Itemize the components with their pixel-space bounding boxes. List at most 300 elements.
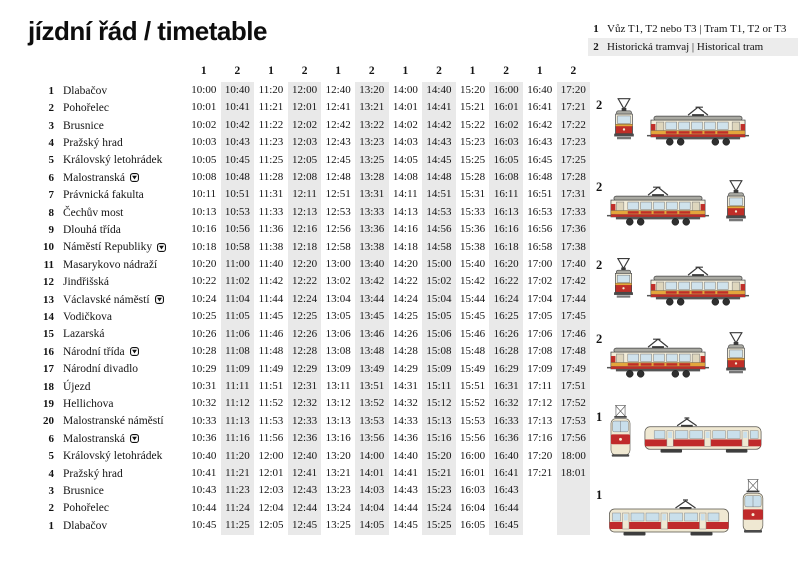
- modern-tram-front-icon: [738, 476, 768, 536]
- time-cell: 16:16: [489, 221, 523, 238]
- time-cell: 10:51: [221, 186, 255, 203]
- time-cell: 16:41: [489, 465, 523, 482]
- time-cell: 13:24: [325, 501, 351, 514]
- time-cell: 17:38: [557, 239, 591, 256]
- time-cell: 12:58: [325, 240, 351, 253]
- stop-name-text: Lazarská: [63, 328, 105, 341]
- times-row: [187, 482, 590, 499]
- stop-name: [54, 468, 187, 480]
- time-cell: 14:08: [392, 171, 418, 184]
- stop-name-text: Čechův most: [63, 206, 124, 219]
- time-cell: 12:29: [288, 361, 322, 378]
- time-cell: 16:05: [460, 519, 486, 532]
- stop-name-text: Václavské náměstí: [63, 293, 150, 306]
- time-cell: 15:36: [460, 223, 486, 236]
- timetable-row: [28, 361, 590, 378]
- time-cell: 12:25: [288, 308, 322, 325]
- time-cell: 11:31: [258, 188, 284, 201]
- historical-tram-side-icon: [646, 102, 750, 152]
- timetable-row: [28, 326, 590, 343]
- timetable-row: [28, 465, 590, 482]
- time-cell: 14:05: [355, 517, 389, 534]
- time-cell: 17:22: [557, 117, 591, 134]
- time-cell: 15:51: [460, 379, 486, 392]
- stop-name: [54, 502, 187, 514]
- time-cell: 11:04: [221, 291, 255, 308]
- stop-name-text: Jindřišská: [63, 276, 109, 289]
- time-cell: 14:16: [392, 223, 418, 236]
- times-row: [187, 430, 590, 447]
- time-cell: 15:00: [422, 256, 456, 273]
- stop-name-text: Masarykovo nádraží: [63, 258, 158, 271]
- time-cell: 10:48: [221, 169, 255, 186]
- column-header: 1: [335, 65, 342, 77]
- column-header: 1: [268, 65, 274, 77]
- time-cell: 16:11: [489, 186, 523, 203]
- time-cell: 16:45: [527, 153, 553, 166]
- stop-name: [54, 137, 187, 149]
- time-cell: 16:26: [489, 326, 523, 343]
- stop-name-text: Národní divadlo: [63, 363, 139, 376]
- modern-tram-side-icon: [642, 414, 764, 463]
- time-cell: 14:25: [392, 310, 418, 323]
- stop-name: [54, 433, 187, 445]
- stop-number: 16: [43, 345, 54, 358]
- time-cell: 11:40: [258, 258, 284, 271]
- time-cell: 11:24: [221, 500, 255, 517]
- time-cell: 12:32: [288, 395, 322, 412]
- stop-name: [54, 311, 187, 323]
- time-cell: 16:03: [460, 484, 486, 497]
- time-cell: 14:22: [392, 275, 418, 288]
- timetable-row: [28, 99, 590, 116]
- stop-number: 4: [48, 136, 54, 149]
- time-cell: 17:53: [557, 413, 591, 430]
- historical-tram-front-icon: [722, 176, 750, 232]
- time-cell: [557, 517, 591, 534]
- time-cell: 15:20: [422, 448, 456, 465]
- times-row: [187, 152, 590, 169]
- time-cell: 14:28: [392, 345, 418, 358]
- legend-line-tram-t: [588, 20, 798, 38]
- column-header: 2: [234, 65, 241, 77]
- time-cell: 14:51: [422, 186, 456, 203]
- time-cell: 17:42: [557, 273, 591, 290]
- stop-number: 3: [48, 485, 54, 498]
- time-cell: 11:23: [258, 136, 284, 149]
- time-cell: 12:00: [258, 449, 284, 462]
- time-cell: 15:05: [422, 308, 456, 325]
- time-cell: [523, 500, 557, 517]
- time-cell: 10:29: [191, 362, 217, 375]
- time-cell: 11:02: [221, 273, 255, 290]
- time-cell: 15:08: [422, 343, 456, 360]
- time-cell: 10:31: [191, 379, 217, 392]
- timetable-row: [28, 517, 590, 534]
- time-cell: 15:52: [460, 397, 486, 410]
- historical-tram-side-icon: [606, 182, 710, 232]
- stop-number: 5: [48, 450, 54, 463]
- time-cell: 12:42: [325, 118, 351, 131]
- time-cell: 11:20: [221, 448, 255, 465]
- time-cell: 10:36: [191, 432, 217, 445]
- time-cell: 15:04: [422, 291, 456, 308]
- time-cell: 12:20: [288, 256, 322, 273]
- time-cell: 12:45: [325, 153, 351, 166]
- time-cell: 16:18: [489, 239, 523, 256]
- time-cell: 12:05: [288, 152, 322, 169]
- time-cell: 14:32: [392, 397, 418, 410]
- time-cell: 11:45: [258, 310, 284, 323]
- time-cell: 11:28: [258, 171, 284, 184]
- timetable-row: [28, 413, 590, 430]
- time-cell: 13:23: [325, 484, 351, 497]
- time-cell: 13:25: [325, 519, 351, 532]
- time-cell: 10:56: [221, 221, 255, 238]
- time-cell: 16:00: [489, 82, 523, 99]
- time-cell: 14:31: [392, 379, 418, 392]
- stop-number: 2: [48, 102, 54, 115]
- time-cell: 15:48: [460, 345, 486, 358]
- time-cell: 15:09: [422, 361, 456, 378]
- stop-name: [54, 485, 187, 497]
- legend-text: Vůz T1, T2 nebo T3 | Tram T1, T2 or T3: [607, 23, 787, 35]
- time-cell: 15:28: [460, 171, 486, 184]
- time-cell: 15:25: [422, 517, 456, 534]
- time-cell: 13:44: [355, 291, 389, 308]
- time-cell: 14:11: [393, 188, 418, 201]
- timetable-row: [28, 308, 590, 325]
- time-cell: 15:23: [460, 136, 486, 149]
- time-cell: 16:20: [489, 256, 523, 273]
- timetable-rows: [28, 82, 590, 535]
- time-cell: 13:11: [325, 379, 351, 392]
- time-cell: 12:43: [325, 136, 351, 149]
- timetable-row: [28, 82, 590, 99]
- timetable-header-row: [187, 62, 590, 82]
- stop-number: 19: [43, 398, 54, 411]
- tram-type-label: 1: [596, 488, 603, 502]
- time-cell: 13:20: [325, 449, 351, 462]
- time-cell: 12:51: [325, 188, 351, 201]
- timetable-row: [28, 395, 590, 412]
- time-cell: 17:45: [557, 308, 591, 325]
- times-row: [187, 99, 590, 116]
- stop-name: [54, 520, 187, 532]
- time-cell: 12:22: [288, 273, 322, 290]
- time-cell: 13:40: [355, 256, 389, 273]
- times-row: [187, 239, 590, 256]
- time-cell: 17:36: [557, 221, 591, 238]
- time-cell: 15:46: [460, 327, 486, 340]
- time-cell: 14:01: [392, 101, 418, 114]
- time-cell: 10:43: [221, 134, 255, 151]
- time-cell: 14:20: [392, 258, 418, 271]
- time-cell: 14:05: [392, 153, 418, 166]
- time-cell: 17:56: [557, 430, 591, 447]
- time-cell: 12:04: [258, 501, 284, 514]
- timetable-row: [28, 500, 590, 517]
- time-cell: 11:25: [221, 517, 255, 534]
- time-cell: 14:40: [392, 449, 418, 462]
- column-header: 1: [402, 65, 409, 77]
- time-cell: 13:05: [325, 310, 351, 323]
- times-row: [187, 273, 590, 290]
- historical-tram-front-icon: [610, 254, 637, 308]
- timetable-row: [28, 256, 590, 273]
- time-cell: 18:00: [557, 448, 591, 465]
- metro-icon: [130, 173, 139, 182]
- tram-type-label: 2: [596, 332, 603, 346]
- tram-type-label: 1: [596, 410, 603, 424]
- time-cell: 15:13: [422, 413, 456, 430]
- stop-name: [54, 346, 187, 358]
- time-cell: 17:31: [557, 186, 591, 203]
- column-header: 2: [436, 65, 442, 77]
- stop-name: [54, 241, 187, 253]
- time-cell: 16:01: [489, 99, 523, 116]
- time-cell: 17:21: [557, 99, 591, 116]
- stop-number: 18: [43, 380, 54, 393]
- time-cell: 14:43: [422, 134, 456, 151]
- time-cell: 14:18: [392, 240, 418, 253]
- times-row: [187, 256, 590, 273]
- time-cell: 12:02: [288, 117, 322, 134]
- legend: [588, 20, 798, 56]
- time-cell: 16:25: [489, 308, 523, 325]
- time-cell: 16:22: [489, 273, 523, 290]
- time-cell: 13:02: [325, 275, 351, 288]
- stop-name-text: Královský letohrádek: [63, 154, 163, 167]
- times-row: [187, 413, 590, 430]
- times-row: [187, 204, 590, 221]
- time-cell: 13:31: [355, 186, 389, 203]
- times-row: [187, 465, 590, 482]
- stop-name: [54, 189, 187, 201]
- metro-icon: [155, 295, 164, 304]
- time-cell: 16:45: [489, 517, 523, 534]
- time-cell: 16:32: [489, 395, 523, 412]
- time-cell: 14:03: [355, 482, 389, 499]
- timetable-row: [28, 291, 590, 308]
- time-cell: 10:16: [191, 223, 217, 236]
- time-cell: 13:25: [355, 152, 389, 169]
- legend-number: 2: [593, 41, 599, 53]
- time-cell: 10:11: [191, 188, 217, 201]
- time-cell: 15:42: [460, 275, 486, 288]
- stop-name-text: Hellichova: [63, 398, 114, 411]
- column-header: 2: [570, 65, 577, 77]
- time-cell: 10:08: [191, 171, 217, 184]
- time-cell: 16:43: [527, 136, 553, 149]
- time-cell: 12:36: [288, 430, 322, 447]
- time-cell: 12:26: [288, 326, 322, 343]
- time-cell: 11:25: [258, 153, 284, 166]
- time-cell: 12:48: [325, 171, 351, 184]
- time-cell: 16:03: [489, 134, 523, 151]
- time-cell: 11:49: [258, 362, 284, 375]
- times-row: [187, 169, 590, 186]
- time-cell: 10:28: [191, 345, 217, 358]
- time-cell: 16:53: [527, 205, 553, 218]
- time-cell: 17:16: [527, 432, 553, 445]
- timetable-row: [28, 221, 590, 238]
- time-cell: 17:49: [557, 361, 591, 378]
- time-cell: 12:01: [258, 466, 284, 479]
- time-cell: 14:43: [392, 484, 418, 497]
- time-cell: 16:44: [489, 500, 523, 517]
- time-cell: [523, 517, 557, 534]
- times-row: [187, 395, 590, 412]
- time-cell: 10:03: [191, 136, 217, 149]
- time-cell: 15:21: [422, 465, 456, 482]
- timetable-row: [28, 273, 590, 290]
- modern-tram-front-icon: [606, 402, 635, 460]
- time-cell: 10:20: [191, 258, 217, 271]
- time-cell: 17:08: [527, 345, 553, 358]
- time-cell: 11:11: [221, 378, 255, 395]
- time-cell: 10:26: [191, 327, 217, 340]
- time-cell: 17:33: [557, 204, 591, 221]
- time-cell: 15:56: [460, 432, 486, 445]
- time-cell: 16:31: [489, 378, 523, 395]
- time-cell: 10:33: [191, 414, 217, 427]
- time-cell: 15:20: [460, 84, 486, 96]
- time-cell: 17:40: [557, 256, 591, 273]
- times-row: [187, 361, 590, 378]
- times-row: [187, 500, 590, 517]
- time-cell: 18:01: [557, 465, 591, 482]
- time-cell: 10:41: [221, 99, 255, 116]
- time-cell: 16:00: [460, 449, 486, 462]
- time-cell: 10:40: [191, 449, 217, 462]
- time-cell: 16:41: [527, 101, 553, 114]
- time-cell: 12:41: [288, 465, 322, 482]
- time-cell: 15:21: [460, 101, 486, 114]
- stop-name-text: Malostranská: [63, 171, 125, 184]
- time-cell: 16:40: [527, 84, 553, 96]
- time-cell: 10:42: [221, 117, 255, 134]
- time-cell: 10:53: [221, 204, 255, 221]
- stop-name: [54, 120, 187, 132]
- column-header: 2: [503, 65, 510, 77]
- time-cell: 13:38: [355, 239, 389, 256]
- time-cell: 16:58: [527, 240, 553, 253]
- time-cell: 17:04: [527, 292, 553, 305]
- time-cell: 11:44: [258, 292, 284, 305]
- time-cell: 15:31: [460, 188, 486, 201]
- time-cell: 12:41: [325, 101, 351, 114]
- timetable-row: [28, 204, 590, 221]
- time-cell: 11:22: [258, 118, 284, 131]
- times-row: [187, 326, 590, 343]
- time-cell: 17:12: [527, 397, 553, 410]
- timetable-row: [28, 169, 590, 186]
- legend-line-historical: [588, 38, 798, 56]
- times-row: [187, 448, 590, 465]
- time-cell: 15:45: [460, 310, 486, 323]
- time-cell: 16:36: [489, 430, 523, 447]
- time-cell: 13:20: [355, 82, 389, 99]
- time-cell: 16:40: [489, 448, 523, 465]
- stop-number: 15: [43, 328, 54, 341]
- time-cell: 17:20: [557, 82, 591, 99]
- time-cell: 10:41: [191, 466, 217, 479]
- time-cell: [523, 482, 557, 499]
- time-cell: [557, 500, 591, 517]
- timetable-row: [28, 482, 590, 499]
- time-cell: 16:48: [527, 171, 553, 184]
- time-cell: 12:56: [325, 223, 351, 236]
- stop-name: [54, 363, 187, 375]
- time-cell: 13:04: [325, 292, 351, 305]
- time-cell: 13:09: [325, 362, 351, 375]
- time-cell: 14:42: [422, 117, 456, 134]
- time-cell: 11:00: [221, 256, 255, 273]
- time-cell: 17:46: [557, 326, 591, 343]
- time-cell: [557, 482, 591, 499]
- stop-number: 2: [48, 502, 54, 515]
- tram-group: [594, 324, 800, 396]
- stop-name-text: Malostranská: [63, 432, 125, 445]
- tram-group: [594, 172, 800, 244]
- time-cell: 12:05: [258, 519, 284, 532]
- tram-type-label: 2: [596, 258, 603, 272]
- time-cell: 11:09: [221, 361, 255, 378]
- time-cell: 14:45: [422, 152, 456, 169]
- time-cell: 16:08: [489, 169, 523, 186]
- time-cell: 17:05: [527, 310, 553, 323]
- time-cell: 14:13: [392, 205, 418, 218]
- stop-name: [54, 154, 187, 166]
- time-cell: 12:18: [288, 239, 322, 256]
- time-cell: 17:21: [527, 466, 553, 479]
- time-cell: 17:02: [527, 275, 553, 288]
- historical-tram-front-icon: [610, 94, 638, 150]
- time-cell: 13:53: [355, 413, 389, 430]
- stop-number: 17: [43, 363, 54, 376]
- time-cell: 14:29: [392, 362, 418, 375]
- time-cell: 10:32: [191, 397, 217, 410]
- stop-name-text: Národní třída: [63, 345, 125, 358]
- time-cell: 12:16: [288, 221, 322, 238]
- time-cell: 15:49: [460, 362, 486, 375]
- time-cell: 15:38: [460, 240, 486, 253]
- time-cell: 14:26: [392, 327, 418, 340]
- time-cell: 11:33: [258, 205, 284, 218]
- metro-icon: [130, 434, 139, 443]
- time-cell: 15:23: [422, 482, 456, 499]
- tram-group: [594, 252, 800, 324]
- time-cell: 10:25: [191, 310, 217, 323]
- tram-type-label: 2: [596, 180, 603, 194]
- time-cell: 11:42: [258, 275, 284, 288]
- time-cell: 14:01: [355, 465, 389, 482]
- time-cell: 15:16: [422, 430, 456, 447]
- time-cell: 13:52: [355, 395, 389, 412]
- stop-name-text: Vodičkova: [63, 310, 112, 323]
- stop-name-text: Újezd: [63, 380, 91, 393]
- stop-number: 5: [48, 154, 54, 167]
- time-cell: 10:18: [191, 240, 217, 253]
- times-row: [187, 291, 590, 308]
- time-cell: 12:40: [325, 84, 351, 96]
- time-cell: 13:21: [325, 466, 351, 479]
- stop-number: 4: [48, 467, 54, 480]
- time-cell: 17:52: [557, 395, 591, 412]
- time-cell: 13:48: [355, 343, 389, 360]
- tram-group: [594, 400, 800, 472]
